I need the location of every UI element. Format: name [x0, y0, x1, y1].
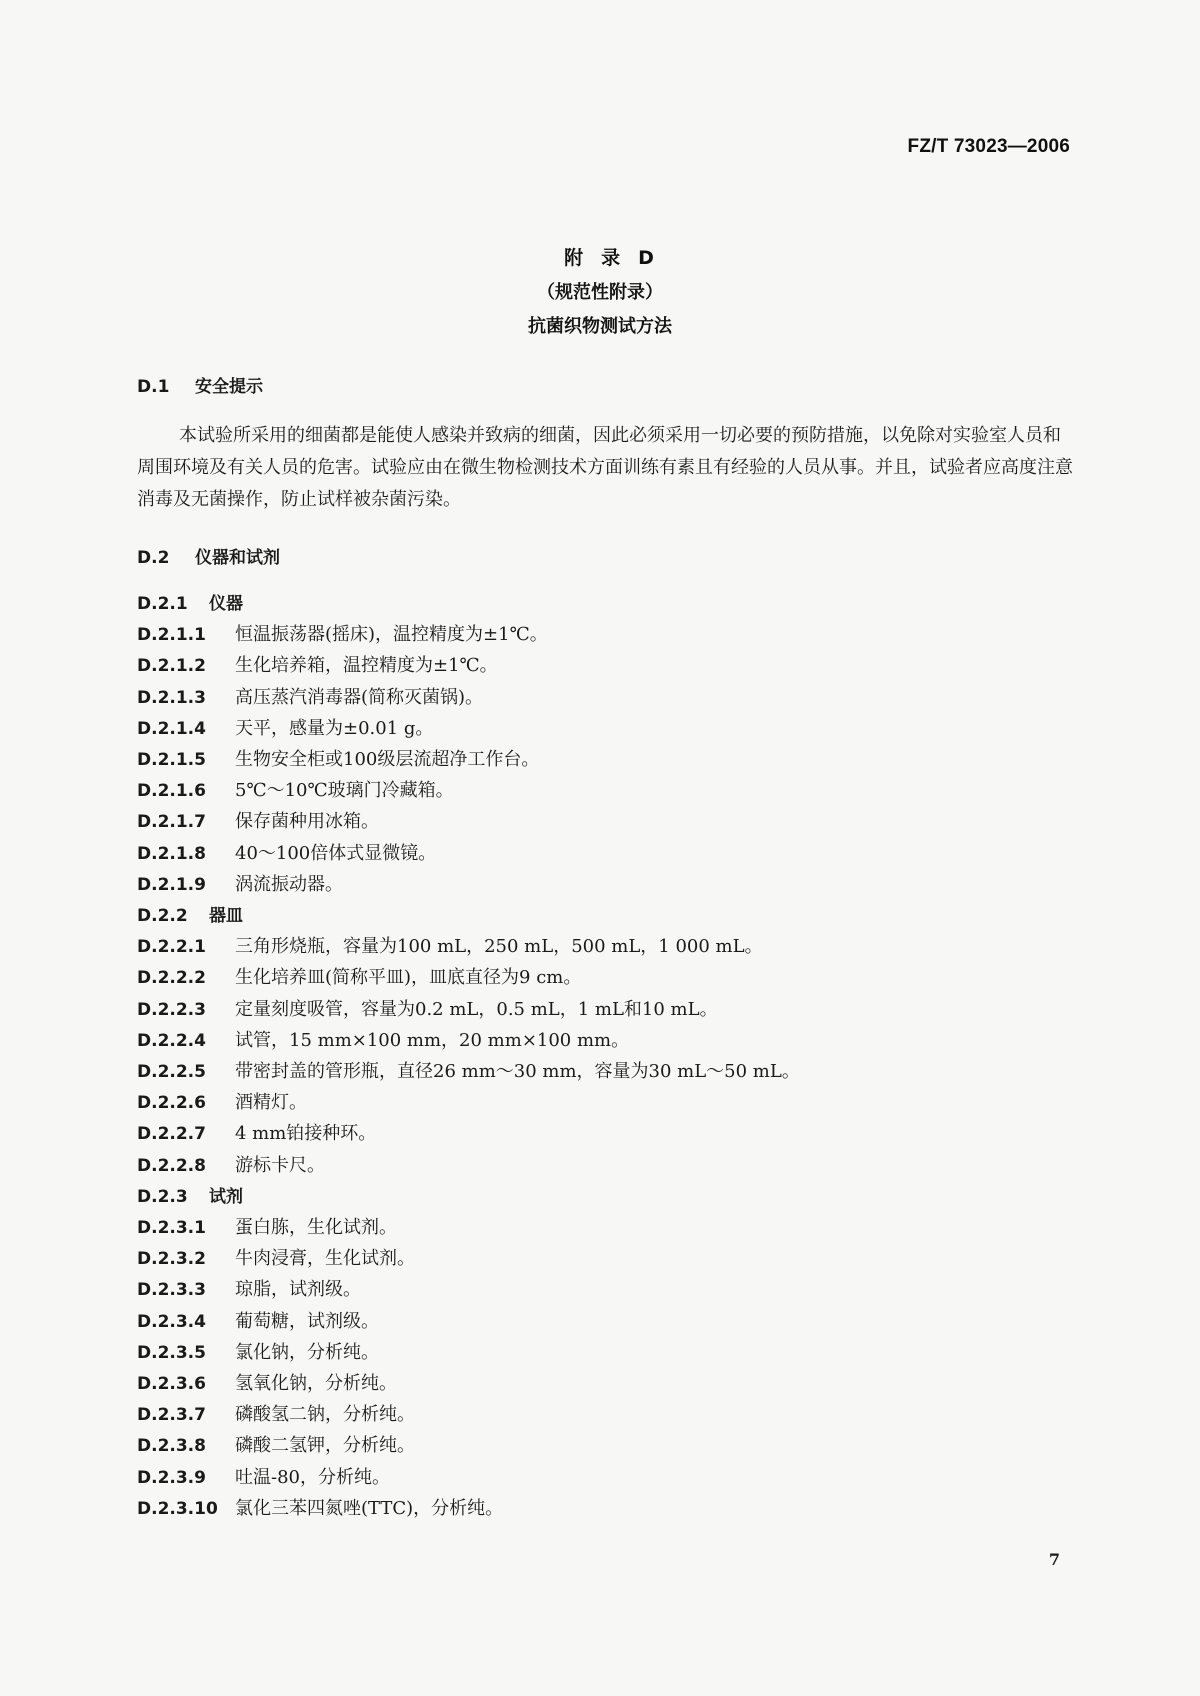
clause-text: 涡流振动器。	[235, 873, 343, 895]
clause-number: D.2.1.7	[137, 812, 206, 833]
clause-number: D.2.2.8	[137, 1155, 206, 1176]
clause-item	[137, 1247, 415, 1271]
clause-number: D.2.3	[137, 1186, 188, 1207]
clause-item	[137, 810, 379, 834]
clause-text: 游标卡尺。	[235, 1154, 325, 1176]
clause-item	[137, 998, 718, 1022]
clause-item	[137, 1497, 503, 1521]
clause-text: 磷酸氢二钠，分析纯。	[235, 1404, 415, 1426]
clause-item	[137, 966, 581, 990]
clause-number: D.2.2.1	[137, 937, 206, 958]
clause-text: 三角形烧瓶，容量为100 mL，250 mL，500 mL，1 000 mL。	[235, 936, 763, 958]
clause-item	[137, 686, 483, 710]
clause-item	[137, 1466, 390, 1490]
clause-item	[137, 1403, 415, 1427]
clause-number: D.2.3.5	[137, 1342, 206, 1363]
clause-text: 试管，15 mm×100 mm，20 mm×100 mm。	[235, 1029, 630, 1051]
clause-item	[137, 1372, 397, 1396]
clause-text: 生物安全柜或100级层流超净工作台。	[235, 749, 540, 770]
clause-item	[137, 1091, 307, 1115]
clause-item	[137, 654, 498, 678]
clause-number: D.2.1.9	[137, 874, 206, 895]
clause-item	[137, 1278, 361, 1302]
clause-number: D.2.1.5	[137, 750, 206, 770]
annex-name: 抗菌织物测试方法	[528, 316, 672, 337]
clause-item	[137, 842, 436, 866]
clause-item	[137, 1216, 397, 1240]
clause-number: D.2.1.1	[137, 625, 206, 646]
section-title: 仪器和试剂	[195, 548, 280, 568]
clause-number: D.2.2.2	[137, 968, 206, 989]
clause-text: 器皿	[209, 906, 243, 926]
clause-text: 4 mm铂接种环。	[235, 1123, 377, 1145]
clause-item	[137, 779, 454, 803]
clause-number: D.2.2.5	[137, 1062, 206, 1082]
clause-number: D.2.3.9	[137, 1467, 206, 1488]
clause-item	[137, 1060, 800, 1084]
clause-item	[137, 748, 539, 772]
clause-item	[137, 1154, 325, 1178]
clause-number: D.2.3.10	[137, 1498, 218, 1519]
clause-text: 生化培养箱，温控精度为±1℃。	[235, 655, 498, 677]
clause-text: 蛋白胨，生化试剂。	[235, 1217, 397, 1238]
clause-text: 5℃～10℃玻璃门冷藏箱。	[235, 780, 454, 802]
clause-number: D.2.1.3	[137, 687, 206, 708]
clause-text: 带密封盖的管形瓶，直径26 mm～30 mm，容量为30 mL～50 mL。	[235, 1061, 800, 1082]
clause-item	[137, 717, 433, 741]
clause-text: 氯化钠，分析纯。	[235, 1341, 379, 1363]
clause-number: D.2.3.2	[137, 1249, 206, 1270]
clause-text: 酒精灯。	[235, 1092, 307, 1114]
clause-number: D.2.1.6	[137, 781, 206, 802]
clause-heading	[137, 592, 243, 616]
clause-text: 葡萄糖，试剂级。	[235, 1310, 379, 1332]
clause-number: D.2.2	[137, 906, 188, 926]
clause-number: D.2.3.6	[137, 1374, 206, 1394]
clause-text: 保存菌种用冰箱。	[235, 811, 379, 833]
clause-text: 氯化三苯四氮唑(TTC)，分析纯。	[235, 1497, 504, 1519]
section-number: D.2	[137, 548, 170, 568]
standard-code: FZ/T 73023—2006	[907, 136, 1070, 157]
safety-paragraph: 本试验所采用的细菌都是能使人感染并致病的细菌，因此必须采用一切必要的预防措施，以免除对实验室人员和周围环境及有关人员的危害。试验应由在微生物检测技术方面训练有素且有经验的人员从事。并且，试验者应高度注意消毒及无菌操作，防止试样被杂菌污染。	[137, 425, 1073, 510]
clause-item	[137, 1341, 379, 1365]
clause-heading	[137, 1185, 243, 1209]
clause-text: 牛肉浸膏，生化试剂。	[235, 1248, 415, 1270]
clause-number: D.2.3.3	[137, 1280, 206, 1301]
clause-number: D.2.1.8	[137, 843, 206, 864]
clause-item	[137, 1310, 379, 1334]
clause-number: D.2.2.7	[137, 1124, 206, 1145]
section-number: D.1	[137, 377, 170, 397]
section-title: 安全提示	[195, 377, 263, 397]
clause-item	[137, 1122, 376, 1146]
clause-item	[137, 623, 548, 647]
clause-item	[137, 873, 343, 897]
clause-text: 吐温-80，分析纯。	[235, 1466, 390, 1488]
clause-item	[137, 1434, 415, 1458]
section-heading-d2	[137, 546, 280, 570]
clause-text: 40～100倍体式显微镜。	[235, 842, 437, 864]
annex-title: 附录D	[564, 247, 672, 269]
section-heading-d1	[137, 375, 263, 399]
clause-number: D.2.2.4	[137, 1030, 206, 1051]
clause-number: D.2.3.8	[137, 1436, 206, 1457]
clause-number: D.2.3.4	[137, 1311, 206, 1332]
clause-number: D.2.3.1	[137, 1218, 206, 1238]
clause-number: D.2.1	[137, 594, 188, 614]
clause-text: 试剂	[209, 1186, 243, 1207]
clause-text: 氢氧化钠，分析纯。	[235, 1373, 397, 1394]
annex-subtitle: （规范性附录）	[537, 282, 663, 303]
clause-number: D.2.1.2	[137, 656, 206, 677]
page-number: 7	[1048, 1550, 1060, 1569]
clause-item	[137, 935, 763, 959]
clause-text: 仪器	[209, 594, 243, 614]
clause-heading	[137, 904, 243, 928]
clause-text: 天平，感量为±0.01 g。	[235, 717, 434, 739]
clause-number: D.2.2.3	[137, 999, 206, 1020]
clause-text: 高压蒸汽消毒器(简称灭菌锅)。	[235, 686, 484, 708]
clause-text: 生化培养皿(简称平皿)，皿底直径为9 cm。	[235, 967, 582, 989]
clause-number: D.2.3.7	[137, 1405, 206, 1426]
clause-text: 恒温振荡器(摇床)，温控精度为±1℃。	[235, 624, 548, 646]
clause-number: D.2.2.6	[137, 1093, 206, 1114]
clause-text: 定量刻度吸管，容量为0.2 mL，0.5 mL，1 mL和10 mL。	[235, 998, 718, 1020]
clause-text: 琼脂，试剂级。	[235, 1279, 361, 1301]
clause-item	[137, 1029, 629, 1053]
clause-text: 磷酸二氢钾，分析纯。	[235, 1435, 415, 1457]
clause-number: D.2.1.4	[137, 718, 206, 739]
